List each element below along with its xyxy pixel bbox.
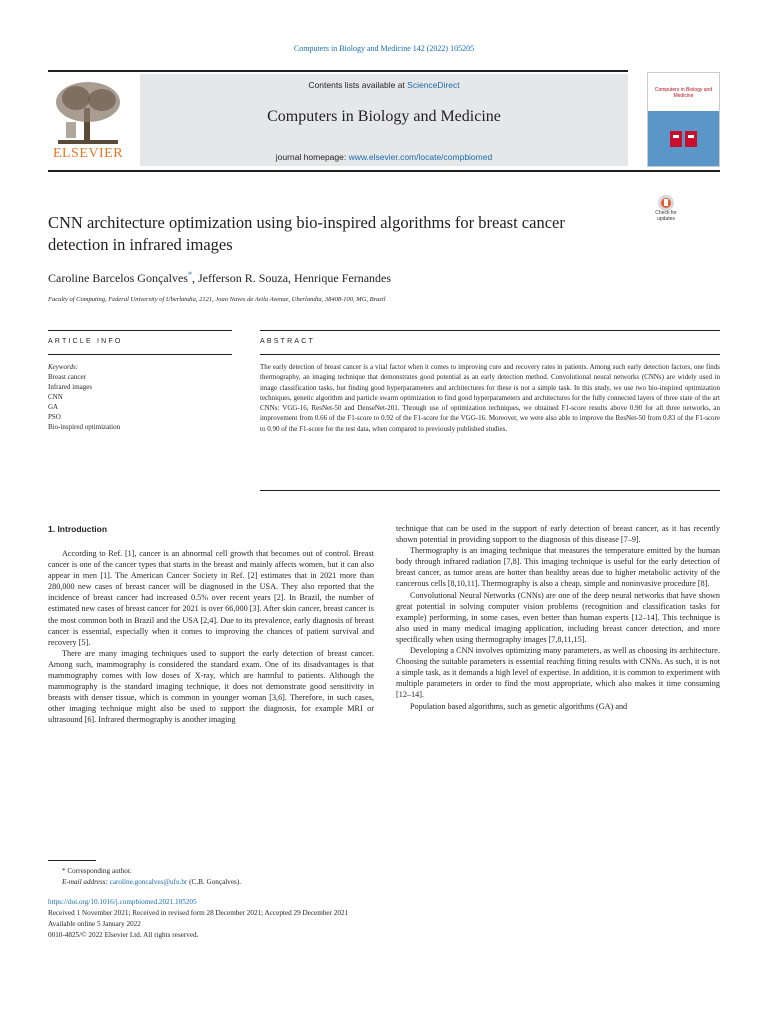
corresponding-author-note: * Corresponding author. (62, 867, 132, 875)
info-rule-inner (48, 354, 232, 355)
body-paragraph: Developing a CNN involves optimizing many parameters, as well as choosing its architecture. Choosing the suitable parameters is essential reaching fitting results with CNNs. As such, it is not a simple task, as it demands a high level of expertise. In addition, it is common to experiment with multiple parameters in order to find the most appropriate, which also makes it time consuming [12–14]. (396, 646, 720, 700)
body-paragraph: According to Ref. [1], cancer is an abnormal cell growth that becomes out of control. Breast cancer is one of the cancer types that starts in the breast and mainly affects women, but it can also appear in men [1]. The American Cancer Society in Ref. [2] estimates that in 2021 more than 280,000 new cases of breast cancer will be diagnosed in the USA. They also reported that the incidence of breast cancer had increased 0.5% over recent years [2]. In Brazil, the number of estimated new cases of breast cancer for 2021 is over 66,000 [3]. After skin cancer, breast cancer is the most common both in Brazil and the USA [2,4]. Due to its prevalence, early diagnosis of breast cancer is essential, especially when it comes to improving the chances of patient survival and recovery [5]. (48, 549, 374, 647)
email-label: E-mail address: (62, 878, 110, 887)
keyword-item: Bio-inspired optimization (48, 423, 121, 431)
abstract-rule-inner (260, 354, 720, 355)
cover-logo-icon (670, 129, 698, 147)
abstract-text: The early detection of breast cancer is a vital factor when it comes to improving cure and recovery rates in patients. Among such early detection factors, one finds thermography, an imaging technique that demonstrates good potential as an early detection method. Convolutional neural networks (CNNs) are widely used in image classification tasks, but finding good hyperparameters and architectures for these is not a simple task. In this study, we use two bio-inspired optimization techniques, genetic algorithm and particle swarm optimization to find good hyperparameters and architectures for the fully connected layers of three state of the art CNNs: VGG-16, ResNet-50 and DenseNet-201. Through use of optimization techniques, we obtained F1-score results above 0.90 for all three networks, an improvement from 0.66 of the F1-score to 0.92 of the F1-score for the VGG-16. Moreover, we were also able to improve the ResNet-50 from 0.83 of the F1-score to 0.90 of the F1-score for the test data, when compared to previously published studies. (260, 363, 720, 433)
footnotes (48, 866, 708, 888)
abstract-heading: ABSTRACT (260, 338, 315, 345)
article-title: CNN architecture optimization using bio-inspired algorithms for breast cancer detection in infrared images (48, 213, 565, 254)
email-link[interactable]: caroline.goncalves@ufu.br (109, 878, 188, 887)
journal-cover-thumbnail[interactable] (647, 72, 720, 167)
journal-citation[interactable]: Computers in Biology and Medicine 142 (2022) 105205 (293, 44, 475, 53)
corresponding-author-mark[interactable]: * (187, 270, 192, 279)
affiliation: Faculty of Computing, Federal University of Uberlandia, 2121, Joao Naves de Avila Avenue, Uberlandia, 38408-100, MG, Brazil (48, 296, 386, 303)
contents-line (140, 80, 628, 90)
keyword-item: PSO (48, 413, 61, 421)
article-info-heading: ARTICLE INFO (48, 338, 123, 345)
keyword-item: Infrared images (48, 383, 93, 391)
abstract-bottom-rule (260, 490, 720, 491)
left-column (48, 548, 374, 726)
contents-prefix: Contents lists available at (308, 80, 408, 90)
publication-info (48, 897, 708, 941)
body-paragraph: Convolutional Neural Networks (CNNs) are one of the deep neural networks that have shown great potential in solving computer vision problems (recognition and classification tasks for example) performing, in some cases, even better than human experts [12–14]. This technique is also used in many medical imaging application, including breast cancer detection, and more specifically when using thermography images [7,8,11,15]. (396, 590, 720, 644)
keyword-item: CNN (48, 393, 63, 401)
keywords-label: Keywords: (48, 363, 79, 371)
sciencedirect-link[interactable]: ScienceDirect (407, 80, 460, 90)
doi-link[interactable]: https://doi.org/10.1016/j.compbiomed.2021.105205 (48, 898, 197, 906)
right-column (396, 523, 720, 712)
footnote-rule (48, 860, 96, 861)
copyright: 0010-4825/© 2022 Elsevier Ltd. All rights reserved. (48, 931, 199, 939)
cover-title: Computers in Biology and Medicine (654, 87, 713, 99)
keyword-item: Breast cancer (48, 373, 86, 381)
author-name[interactable]: Jefferson R. Souza (197, 271, 289, 285)
available-online: Available online 5 January 2022 (48, 920, 141, 928)
email-suffix: (C.B. Gonçalves). (187, 878, 242, 887)
homepage-line (140, 152, 628, 162)
journal-title: Computers in Biology and Medicine (267, 108, 501, 125)
introduction-heading: 1. Introduction (48, 524, 108, 534)
homepage-prefix: journal homepage: (275, 152, 349, 162)
masthead-top-rule (48, 70, 628, 72)
masthead-banner (140, 74, 628, 166)
abstract-rule (260, 330, 720, 331)
elsevier-tree-icon (48, 78, 128, 148)
journal-homepage-link[interactable]: www.elsevier.com/locate/compbiomed (348, 152, 493, 162)
check-for-updates-button[interactable] (648, 193, 684, 229)
keyword-item: GA (48, 403, 59, 411)
body-paragraph: There are many imaging techniques used to support the early detection of breast cancer. Among such, mammography is considered the standard exam. One of its disadvantages is that mammography comes with low doses of X-ray, which are harmful to patients. Although the mammography is the standard imaging technique, it does not demonstrate good sensitivity in breasts with denser tissue, which is common in younger woman [3,6]. Therefore, in such cases, other imaging technique might also be used to support the diagnosis, for example MRI or ultrasound [6]. Infrared thermography is another imaging (48, 648, 374, 725)
elsevier-logo[interactable] (48, 78, 128, 166)
body-paragraph: Thermography is an imaging technique that measures the temperature emitted by the human body through infrared radiation [7,8]. This imaging technique is useful for the early detection of breast cancer, as tumor areas are hotter than healthy areas due to higher metabolic activity of the cancerous cells [8,10,11]. Thermography is also a cheap, simple and noninvasive procedure [8]. (396, 546, 720, 589)
keywords-block (48, 362, 228, 432)
body-paragraph-continued: technique that can be used in the support of early detection of breast cancer, as it has recently shown potential in providing support to the diagnosis of this disease [7–9]. (396, 524, 720, 545)
info-rule (48, 330, 232, 331)
journal-masthead (48, 70, 720, 170)
author-list: Caroline Barcelos Gonçalves*, Jefferson R. Souza, Henrique Fernandes (48, 270, 392, 285)
elsevier-wordmark: ELSEVIER (52, 146, 124, 161)
check-updates-icon (648, 193, 684, 211)
author-name[interactable]: Caroline Barcelos Gonçalves (48, 271, 188, 285)
check-updates-label: Check for updates (655, 210, 677, 222)
received-dates: Received 1 November 2021; Received in revised form 28 December 2021; Accepted 29 December 2021 (48, 909, 349, 917)
masthead-bottom-rule (48, 170, 720, 172)
email-line (48, 877, 708, 888)
author-name[interactable]: Henrique Fernandes (294, 271, 392, 285)
body-paragraph: Population based algorithms, such as genetic algorithms (GA) and (410, 701, 628, 711)
